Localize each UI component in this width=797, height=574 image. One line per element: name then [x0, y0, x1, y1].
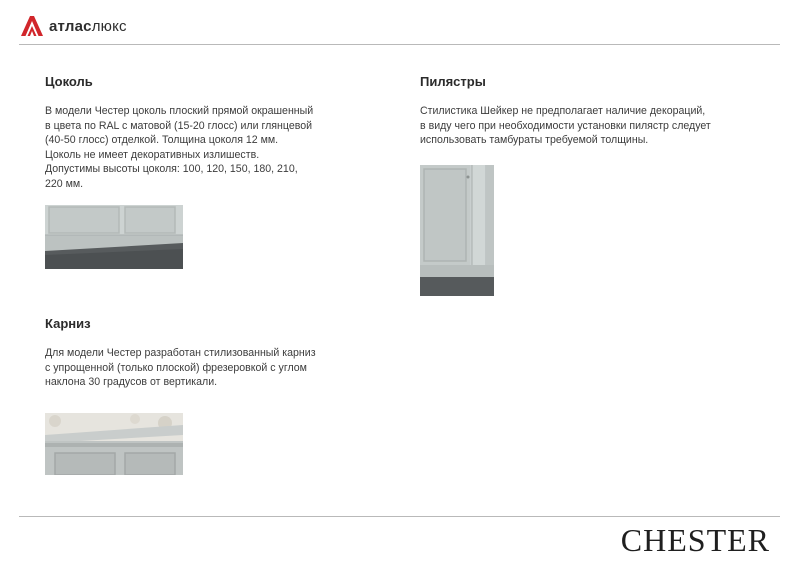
text-line: В модели Честер цоколь плоский прямой окрашенный — [45, 105, 314, 117]
logo-text — [49, 18, 127, 35]
brand-name: CHESTER — [620, 522, 770, 558]
logo-text-bold: атлас — [49, 17, 92, 35]
footer-divider — [19, 516, 780, 517]
text-line: наклона 30 градусов от вертикали. — [45, 376, 218, 389]
text-line: Цоколь не имеет декоративных излишеств. — [45, 148, 260, 161]
text-line: использовать тамбураты требуемой толщины. — [420, 134, 649, 147]
text-line: в цвета по RAL с матовой (15-20 глосс) или глянцевой — [45, 119, 313, 132]
pilasters-description — [420, 104, 711, 148]
header-divider — [19, 44, 780, 45]
logo-a-icon — [19, 15, 45, 37]
text-line: (40-50 глосс) отделкой. Толщина цоколя 12 мм. — [45, 134, 279, 147]
text-line: в виду чего при необходимости установки пилястр следует — [420, 119, 711, 132]
text-line: Допустимы высоты цоколя: 100, 120, 150, 180, 210, — [45, 163, 298, 176]
cornice-description — [45, 346, 316, 390]
plinth-title: Цоколь — [45, 74, 93, 89]
pilasters-photo — [420, 165, 494, 296]
plinth-description — [45, 104, 313, 192]
cornice-title: Карниз — [45, 316, 91, 331]
plinth-photo — [45, 205, 183, 269]
pilasters-title: Пилястры — [420, 74, 486, 89]
text-line: 220 мм. — [45, 177, 84, 190]
brand-logo — [19, 14, 127, 38]
text-line: Для модели Честер разработан стилизованный карниз — [45, 347, 316, 359]
cornice-photo — [45, 413, 183, 475]
text-line: Стилистика Шейкер не предполагает наличие декораций, — [420, 105, 706, 117]
text-line: с упрощенной (только плоской) фрезеровкой с углом — [45, 361, 307, 374]
logo-text-light: люкс — [91, 17, 127, 35]
